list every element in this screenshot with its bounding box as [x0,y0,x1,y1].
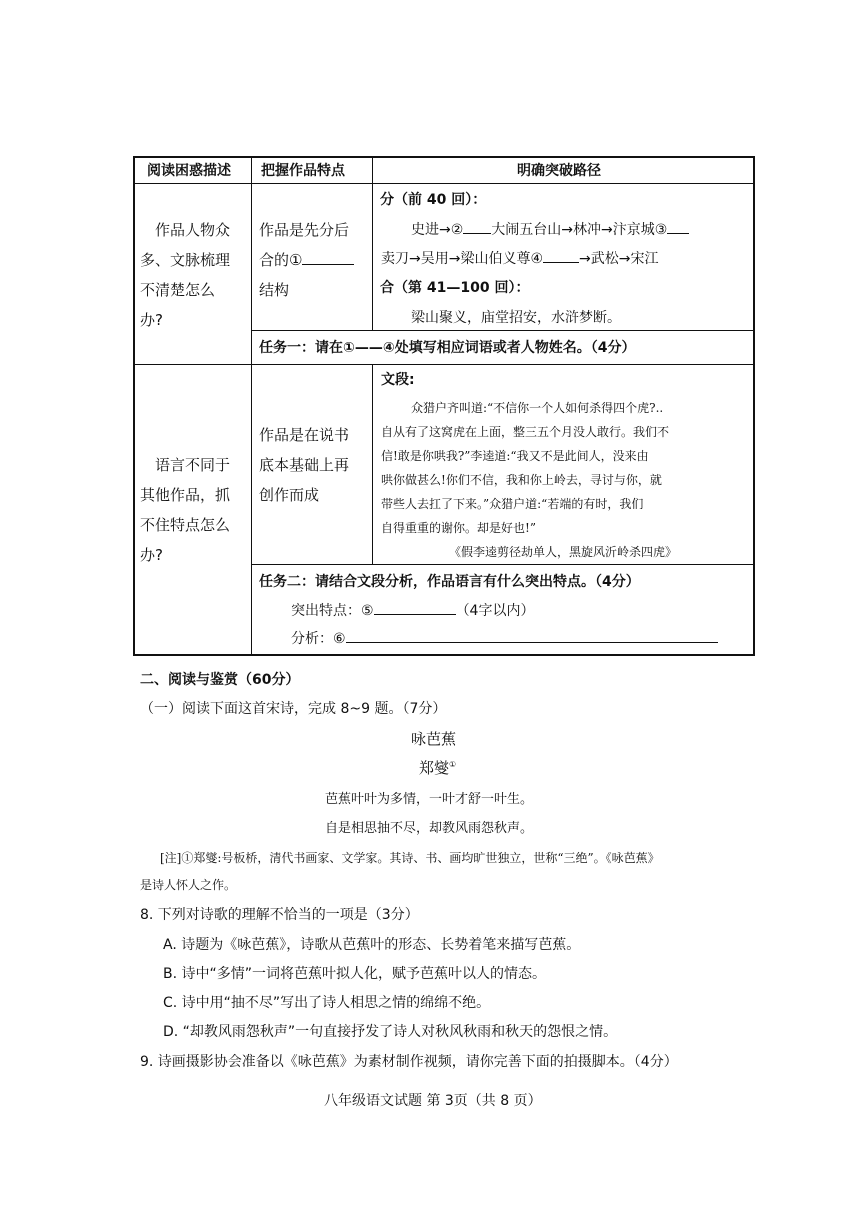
blank-3[interactable] [667,219,689,234]
task-2: 任务二：请结合文段分析，作品语言有什么突出特点。（4分） [259,574,640,590]
path-line5: 梁山聚义，庙堂招安，水浒梦断。 [411,310,621,326]
feature-limit: （4字以内） [455,603,535,619]
poem-line: 芭蕉叶叶为多情，一叶才舒一叶生。 [325,792,534,807]
path-line2a: 史进→② [411,222,464,238]
path-he: 合（第 41—100 回）： [380,280,530,296]
row2-confusion-line: 语言不同于 [155,456,231,474]
row1-feature-line: 作品是先分后 [259,221,350,239]
blank-6[interactable] [346,628,718,643]
question-9: 9. 诗画摄影协会准备以《咏芭蕉》为素材制作视频，请你完善下面的拍摄脚本。（4分） [140,1054,678,1070]
row2-confusion-line: 其他作品，抓 [140,486,231,504]
q8-option-a: A. 诗题为《咏芭蕉》，诗歌从芭蕉叶的形态、长势着笔来描写芭蕉。 [163,937,581,953]
task-1: 任务一：请在①——④处填写相应词语或者人物姓名。（4分） [259,340,636,356]
poem-note-line1: [注]①郑燮:号板桥，清代书画家、文学家。其诗、书、画均旷世独立，世称“三绝”。《咏芭蕉》 [160,851,660,865]
path-fen: 分（前 40 回）： [380,192,487,208]
path-line2b: 大闹五台山→林冲→汴京城③ [491,222,668,238]
row2-feature-line: 作品是在说书 [259,426,350,444]
path-line3b: →武松→宋江 [579,251,659,267]
header-confusion: 阅读困惑描述 [147,163,231,179]
excerpt-label: 文段: [381,372,415,388]
q8-option-d: D. “却教风雨怨秋声”一句直接抒发了诗人对秋风秋雨和秋天的怨恨之情。 [163,1024,618,1040]
blank-2[interactable] [463,219,491,234]
row1-confusion-line: 作品人物众 [155,221,231,239]
header-path: 明确突破路径 [517,163,601,179]
excerpt-line: 哄你做甚么!你们不信，我和你上岭去，寻讨与你，就 [381,473,662,487]
row1-confusion-line: 不清楚怎么 [140,281,216,299]
blank-5[interactable] [374,600,456,615]
poem-title: 咏芭蕉 [411,730,457,748]
row1-confusion-line: 办? [140,311,163,329]
page-footer: 八年级语文试题 第 3页（共 8 页） [324,1093,542,1109]
analysis-prompt: 分析：⑥ [291,631,346,647]
row2-feature-line: 创作而成 [259,486,320,504]
blank-1[interactable] [302,250,354,265]
excerpt-line: 自得重重的谢你。却是好也!” [381,521,536,535]
excerpt-line: 众猎户齐叫道:“不信你一个人如何杀得四个虎?.. [411,401,664,415]
row2-confusion-line: 办? [140,546,163,564]
q8-option-b: B. 诗中“多情”一词将芭蕉叶拟人化，赋予芭蕉叶以人的情态。 [163,966,547,982]
section-2-title: 二、阅读与鉴赏（60分） [140,672,300,688]
question-8: 8. 下列对诗歌的理解不恰当的一项是（3分） [140,907,419,923]
feature-prompt: 突出特点：⑤ [291,603,374,619]
blank-4[interactable] [543,248,579,263]
excerpt-line: 带些人去扛了下来。”众猎户道:“若端的有时，我们 [381,497,644,511]
poem-note-mark: ① [449,760,457,769]
excerpt-source: 《假李逵剪径劫单人，黑旋风沂岭杀四虎》 [449,545,678,559]
row1-feature-line: 结构 [259,281,290,299]
section-2-sub1: （一）阅读下面这首宋诗，完成 8~9 题。（7分） [140,701,447,717]
row1-feature-line: 合的① [259,251,303,269]
excerpt-line: 自从有了这窝虎在上面，整三五个月没人敢行。我们不 [381,425,670,439]
row2-feature-line: 底本基础上再 [259,456,350,474]
poem-line: 自是相思抽不尽，却教风雨怨秋声。 [325,821,534,836]
path-line3a: 卖刀→吴用→梁山伯义尊④ [381,251,544,267]
excerpt-line: 信!敢是你哄我?”李逵道:“我又不是此间人，没来由 [381,449,649,463]
poem-author: 郑燮 [419,759,450,777]
row2-confusion-line: 不住特点怎么 [140,516,231,534]
row1-confusion-line: 多、文脉梳理 [140,251,231,269]
q8-option-c: C. 诗中用“抽不尽”写出了诗人相思之情的绵绵不绝。 [163,995,491,1011]
poem-note-line2: 是诗人怀人之作。 [140,878,237,892]
header-feature: 把握作品特点 [261,163,345,179]
